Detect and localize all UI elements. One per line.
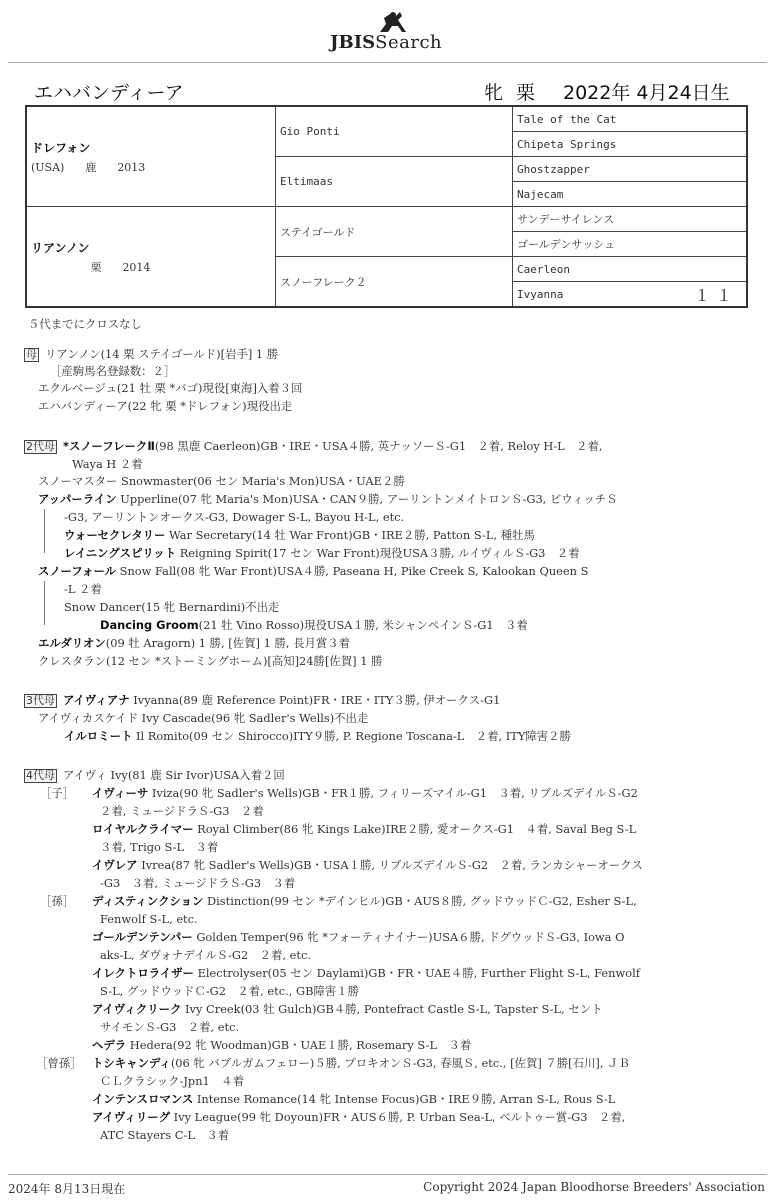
family-line: Reigning Spirit(17 セン War Front)現役USA３勝, ルイヴィルＳ-G3 ２着 [176, 546, 580, 560]
family-line: エハバンディーア(22 牝 栗 *ドレフォン)現役出走 [38, 399, 293, 413]
sire-color: 鹿 [85, 160, 97, 174]
family-line: Royal Climber(86 牝 Kings Lake)IRE２勝, 愛オークス-G1 ４着, Saval Beg S-L [193, 822, 637, 836]
family-line: Ivy League(99 牝 Doyoun)FR・AUS６勝, P. Urban Sea-L, ベルトゥー賞-G3 ２着, [170, 1110, 626, 1124]
pedigree-gen3-cell: Caerleon [513, 257, 748, 282]
family-line: アイヴィ Ivy(81 鹿 Sir Ivor)USA入着２回 [63, 768, 285, 782]
family-line: ＣＬクラシック-Jpn1 ４着 [100, 1074, 244, 1088]
family-line-bold: *スノーフレークⅡ [63, 439, 155, 453]
family-line: Waya H ２着 [72, 457, 143, 471]
family-line-bold: アイヴィクリーク [92, 1002, 182, 1016]
pedigree-gen3-cell: Najecam [513, 182, 748, 207]
family-line: War Secretary(14 牡 War Front)GB・IRE２勝, Patton S-L, 種牡馬 [165, 528, 535, 542]
family-line-bold: スノーフォール [38, 564, 117, 578]
family-line-bold: ディスティンクション [92, 894, 204, 908]
family-line: (98 黒鹿 Caerleon)GB・IRE・USA４勝, 英ナッソーＳ-G1 ２着, Reloy H-L ２着, [154, 439, 603, 453]
horse-birth-date: 2022年 4月24日生 [563, 82, 730, 104]
family-line: Ivrea(87 牝 Sadler's Wells)GB・USA１勝, リブルズデイルＳ-G2 ２着, ランカシャーオークス [137, 858, 643, 872]
horse-color: 栗 [516, 82, 536, 104]
pedigree-gen3-cell: ゴールデンサッシュ [513, 232, 748, 257]
family-line-bold: ウォーセクレタリー [64, 528, 166, 542]
family-line: ［産駒馬名登録数：２］ [50, 364, 176, 378]
family-line: Snow Dancer(15 牝 Bernardini)不出走 [64, 600, 280, 614]
family-line: Il Romito(09 セン Shirocco)ITY９勝, P. Regione Toscana-L ２着, ITY障害２勝 [132, 729, 571, 743]
family-line-bold: トシキャンディ [92, 1056, 171, 1070]
dam-name: リアンノン [31, 240, 90, 255]
family-line-bold: イルロミート [64, 729, 133, 743]
family-line-bold: イヴレア [92, 858, 138, 872]
pedigree-gen3-cell: Ghostzapper [513, 157, 748, 182]
pedigree-gen2-cell: Gio Ponti [276, 106, 513, 157]
family-line: サイモンＳ-G3 ２着, etc. [100, 1020, 240, 1034]
family-line: Electrolyser(05 セン Daylami)GB・FR・UAE４勝, Further Flight S-L, Fenwolf [193, 966, 640, 980]
pedigree-gen2-cell: スノーフレーク２ [276, 257, 513, 308]
family-line: アイヴィカスケイド Ivy Cascade(96 牝 Sadler's Wells)不出走 [38, 711, 369, 725]
family-line: S-L, グッドウッドＣ-G2 ２着, etc., GB障害１勝 [100, 984, 360, 998]
family-line: -G3 ３着, ミュージドラＳ-G3 ３着 [100, 876, 296, 890]
family-line-bold: ヘデラ [92, 1038, 127, 1052]
family-line: リアンノン(14 栗 ステイゴールド)[岩手] 1 勝 [45, 347, 279, 361]
family-line: Fenwolf S-L, etc. [100, 912, 198, 926]
footer-divider [8, 1174, 767, 1175]
family-line-bold: アッパーライン [38, 492, 117, 506]
sire-origin: (USA) [31, 160, 65, 174]
g4-tag: 4代母 [26, 769, 55, 782]
family-line: -L ２着 [64, 582, 102, 596]
family-line-bold: アイヴィアナ [63, 693, 130, 707]
label-himago: ［曾孫］ [36, 1056, 82, 1070]
family-line: Distinction(99 セン *デインヒル)GB・AUS８勝, グッドウッドＣ-G2, Esher S-L, [203, 894, 637, 908]
pedigree-gen3-cell: Chipeta Springs [513, 132, 748, 157]
family-line: ３着, Trigo S-L ３着 [100, 840, 219, 854]
family-line-bold: イレクトロライザー [92, 966, 194, 980]
family-line: Snow Fall(08 牝 War Front)USA４勝, Paseana H, Pike Creek S, Kalookan Queen S [116, 564, 589, 578]
pedigree-gen3-name: Ivyanna [517, 287, 564, 301]
family-line: Iviza(90 牝 Sadler's Wells)GB・FR１勝, フィリーズマイル-G1 ３着, リブルズデイルＳ-G2 [148, 786, 638, 800]
family-line-bold: インテンスロマンス [92, 1092, 194, 1106]
g2-tag: 2代母 [26, 440, 55, 453]
dam-color: 栗 [90, 260, 102, 274]
pedigree-gen3-cell: サンデーサイレンス [513, 207, 748, 232]
family-line: -G3, アーリントンオークス-G3, Dowager S-L, Bayou H-L, etc. [64, 510, 405, 524]
family-line: Ivy Creek(03 牡 Gulch)GB４勝, Pontefract Castle S-L, Tapster S-L, セント [181, 1002, 603, 1016]
sire-name: ドレフォン [31, 140, 91, 155]
family-line: クレスタラン(12 セン *ストーミングホーム)[高知]24勝[佐賀] 1 勝 [38, 654, 383, 668]
family-tree-line [44, 509, 45, 553]
family-tree-line [44, 581, 45, 625]
family-line: (06 牝 バブルガムフェロー)５勝, プロキオンＳ-G3, 春風Ｓ, etc., [佐賀] ７勝[石川], ＪＢ [170, 1056, 630, 1070]
family-line: Ivyanna(89 鹿 Reference Point)FR・IRE・ITY３勝, 伊オークス-G1 [129, 693, 501, 707]
horse-name: エハバンディーア [34, 82, 184, 104]
logo-text-jbis: JBIS [330, 32, 376, 53]
dam-tag: 母 [26, 348, 37, 361]
family-line-bold: エルダリオン [38, 636, 106, 650]
family-line: ２着, ミュージドラＳ-G3 ２着 [100, 804, 264, 818]
family-line: ATC Stayers C-L ３着 [100, 1128, 230, 1142]
pedigree-gen2-cell: ステイゴールド [276, 207, 513, 257]
family-line: Intense Romance(14 牝 Intense Focus)GB・IRE９勝, Arran S-L, Rous S-L [193, 1092, 616, 1106]
cross-note: ５代までにクロスなし [28, 317, 142, 331]
logo-text-search: Search [375, 32, 443, 53]
family-line: Golden Temper(96 牝 *フォーティナイナー)USA６勝, ドグウッドＳ-G3, Iowa O [192, 930, 625, 944]
label-ko: ［子］ [40, 786, 75, 800]
g3-tag: 3代母 [26, 694, 55, 707]
family-line: Hedera(92 牝 Woodman)GB・UAE１勝, Rosemary S-L ３着 [126, 1038, 472, 1052]
footer-copyright: Copyright 2024 Japan Bloodhorse Breeders' Association [423, 1180, 765, 1194]
family-line-bold: イヴィーサ [92, 786, 149, 800]
sire-year: 2013 [117, 160, 146, 174]
family-line: (09 牡 Aragorn) 1 勝, [佐賀] 1 勝, 長月賞３着 [105, 636, 351, 650]
family-line-bold: ゴールデンテンパー [92, 930, 193, 944]
family-line-bold: Dancing Groom [100, 618, 199, 632]
pedigree-gen3-cell: Tale of the Cat [513, 106, 748, 132]
family-line-bold: レイニングスピリット [64, 546, 177, 560]
pedigree-gen2-cell: Eltimaas [276, 157, 513, 207]
family-line-bold: アイヴィリーグ [92, 1110, 171, 1124]
label-mago: ［孫］ [40, 894, 75, 908]
family-line: aks-L, ダヴォナデイルＳ-G2 ２着, etc. [100, 948, 311, 962]
family-line: Upperline(07 牝 Maria's Mon)USA・CAN９勝, アーリントンメイトロンＳ-G3, ビウィッチＳ [116, 492, 618, 506]
family-line: (21 牡 Vino Rosso)現役USA１勝, 米シャンペインＳ-G1 ３着 [198, 618, 528, 632]
family-line: エクルベージュ(21 牡 栗 *バゴ)現役[東海]入着３回 [38, 381, 303, 395]
horse-sex: 牝 [484, 82, 504, 104]
family-line: スノーマスター Snowmaster(06 セン Maria's Mon)USA・UAE２勝 [38, 474, 405, 488]
dam-year: 2014 [122, 260, 151, 274]
family-line-bold: ロイヤルクライマー [92, 822, 194, 836]
footer-date: 2024年 8月13日現在 [8, 1182, 126, 1196]
inbreeding-index: １１ [693, 285, 738, 305]
